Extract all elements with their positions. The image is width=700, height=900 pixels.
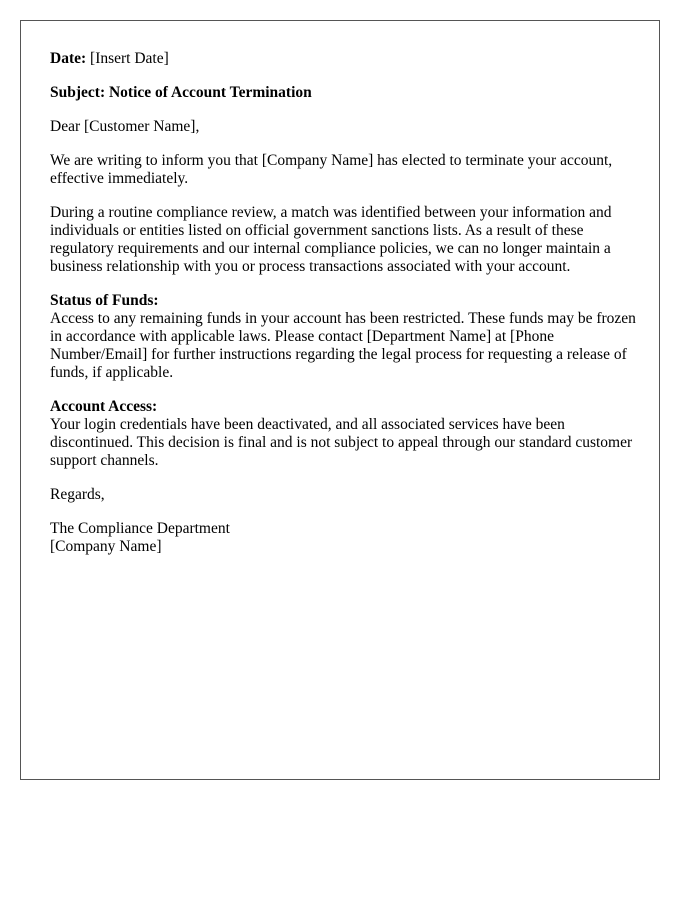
signature-block [50,520,640,556]
letter-body [50,50,640,572]
greeting: Dear [Customer Name], [50,118,200,135]
date-label: Date: [50,50,87,67]
section-access [50,398,640,470]
date-line [50,50,640,68]
section-funds-heading: Status of Funds: [50,292,159,309]
letter-frame [20,20,660,780]
signature-department: The Compliance Department [50,520,230,537]
subject-text: Subject: Notice of Account Termination [50,84,312,101]
subject-line [50,84,640,102]
signature-company: [Company Name] [50,538,162,555]
paragraph-review: During a routine compliance review, a match was identified between your information and individuals or entities listed on official government sanctions lists. As a result of these regulatory requirements and our internal compliance policies, we can no longer maintain a business relationship with you or process transactions associated with your account. [50,204,612,275]
section-access-body: Your login credentials have been deactivated, and all associated services have been discontinued. This decision is final and is not subject to appeal through our standard customer support channels. [50,416,633,469]
closing: Regards, [50,486,105,503]
section-funds-body: Access to any remaining funds in your account has been restricted. These funds may be frozen in accordance with applicable laws. Please contact [Department Name] at [Phone Number/Email] for further instructions regarding the legal process for requesting a release of funds, if applicable. [50,310,636,381]
section-funds [50,292,640,382]
paragraph-intro: We are writing to inform you that [Company Name] has elected to terminate your account, effective immediately. [50,152,613,187]
section-access-heading: Account Access: [50,398,158,415]
date-value: [Insert Date] [90,50,169,67]
